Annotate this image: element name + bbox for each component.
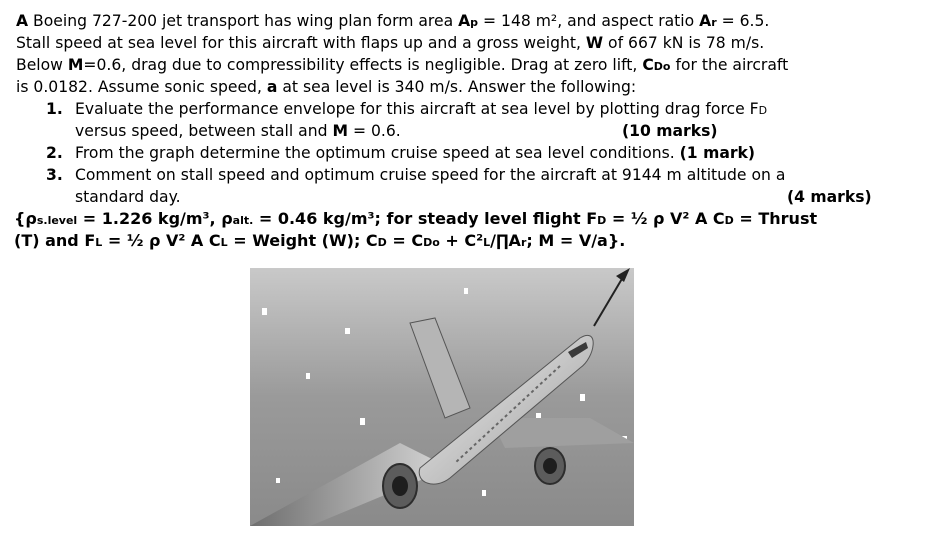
var-a: a xyxy=(266,78,278,96)
question-number: 2. xyxy=(46,144,63,162)
formula-part: = 1.226 kg/m³, ρ xyxy=(77,209,233,228)
question-number: 3. xyxy=(46,166,63,184)
formula-part: = ½ ρ V² A C xyxy=(606,209,725,228)
question-3-text: Comment on stall speed and optimum cruise speed for the aircraft at 9144 m altitude on a xyxy=(75,166,786,184)
intro-text-1c: = 6.5. xyxy=(716,12,770,30)
airplane-illustration xyxy=(250,268,634,526)
formula-sub: L xyxy=(483,236,491,249)
intro-text-2b: of 667 kN is 78 m/s. xyxy=(603,34,765,52)
question-3 xyxy=(46,164,785,186)
formula-line-1 xyxy=(14,208,817,232)
sub-Do: Do xyxy=(653,60,671,73)
intro-line-4 xyxy=(16,76,636,98)
intro-line-3 xyxy=(16,54,788,78)
var-A: A xyxy=(458,12,471,30)
formula-part: /∏A xyxy=(490,231,521,250)
var-M: M xyxy=(67,56,84,74)
formula-part: = Thrust xyxy=(733,209,818,228)
engine-right-intake xyxy=(543,458,557,474)
formula-sub: D xyxy=(597,214,607,227)
formula-sub: D xyxy=(377,236,387,249)
question-2-marks: (1 mark) xyxy=(679,144,756,162)
var-A2: A xyxy=(699,12,712,30)
formula-sub: D xyxy=(724,214,734,227)
question-1-marks: (10 marks) xyxy=(622,122,718,140)
intro-text-3c: for the aircraft xyxy=(670,56,789,74)
question-2 xyxy=(46,142,755,164)
formula-sub: L xyxy=(220,236,228,249)
question-number: 1. xyxy=(46,100,63,118)
question-3-marks: (4 marks) xyxy=(787,188,872,206)
question-1 xyxy=(46,98,767,122)
formula-sub: r xyxy=(520,236,527,249)
sub-r: r xyxy=(711,16,717,29)
intro-line-1 xyxy=(16,10,769,34)
formula-sub: alt. xyxy=(232,214,254,227)
formula-sub: L xyxy=(95,236,103,249)
formula-part: = Weight (W); C xyxy=(227,231,378,250)
formula-part: = 0.46 kg/m³; for steady level flight F xyxy=(253,209,598,228)
intro-text-2a: Stall speed at sea level for this aircraft with flaps up and a gross weight, xyxy=(16,34,586,52)
formula-part: = ½ ρ V² A C xyxy=(102,231,221,250)
formula-sub: s.level xyxy=(36,214,78,227)
question-1-text: Evaluate the performance envelope for this aircraft at sea level by plotting drag force F xyxy=(75,100,759,118)
formula-part: {ρ xyxy=(14,209,37,228)
var-C: C xyxy=(642,56,654,74)
intro-text-1b: = 148 m², and aspect ratio xyxy=(478,12,700,30)
article-a: A xyxy=(16,12,29,30)
intro-text-3a: Below xyxy=(16,56,68,74)
intro-line-2 xyxy=(16,32,764,54)
question-2-text: From the graph determine the optimum cruise speed at sea level conditions. xyxy=(75,144,680,162)
intro-text-4b: at sea level is 340 m/s. Answer the following: xyxy=(277,78,637,96)
question-1-text-3: = 0.6. xyxy=(347,122,401,140)
question-1-text-2: versus speed, between stall and xyxy=(75,122,333,140)
formula-part: = C xyxy=(386,231,424,250)
formula-line-2 xyxy=(14,230,625,254)
sub-p: p xyxy=(470,16,479,29)
formula-part: (T) and F xyxy=(14,231,96,250)
question-1-line-2 xyxy=(75,120,401,142)
var-W: W xyxy=(585,34,604,52)
sub-D: D xyxy=(758,104,768,117)
formula-part: ; M = V/a}. xyxy=(526,231,626,250)
intro-text-4a: is 0.0182. Assume sonic speed, xyxy=(16,78,267,96)
formula-sub: Do xyxy=(423,236,440,249)
intro-text-1a: Boeing 727-200 jet transport has wing plan form area xyxy=(33,12,459,30)
var-M: M xyxy=(332,122,348,140)
engine-left-intake xyxy=(392,476,408,496)
question-3-line-2: standard day. xyxy=(75,188,181,206)
intro-text-3b: =0.6, drag due to compressibility effects is negligible. Drag at zero lift, xyxy=(83,56,643,74)
formula-part: + C² xyxy=(439,231,484,250)
